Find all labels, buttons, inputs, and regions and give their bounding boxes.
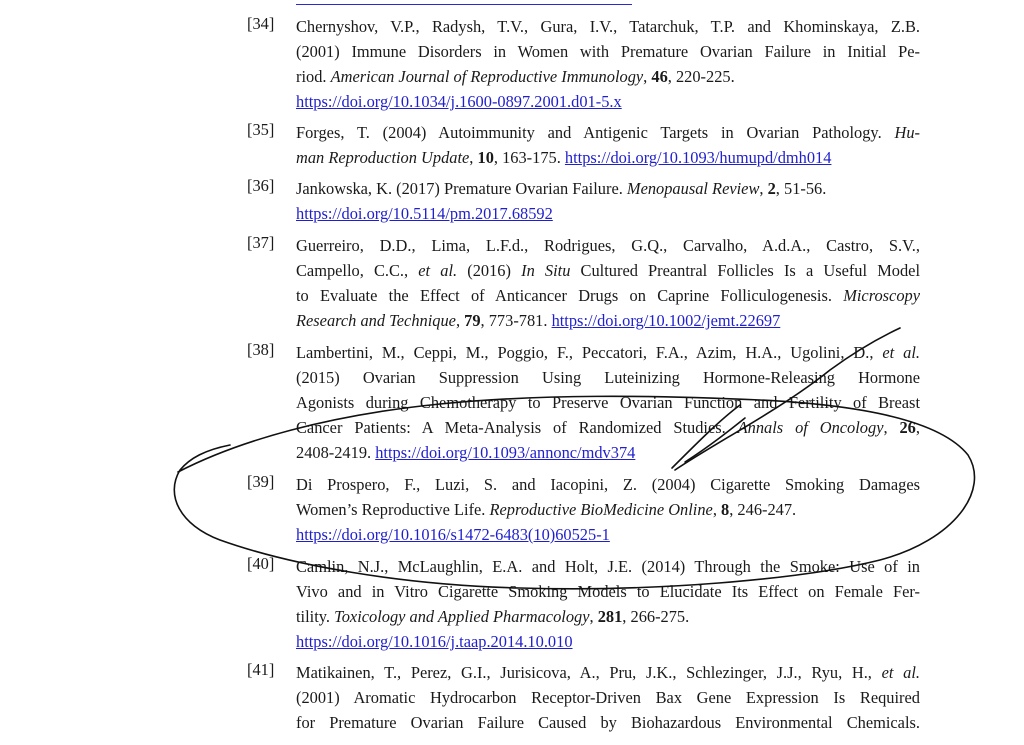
doi-link[interactable]: https://doi.org/10.1093/annonc/mdv374 (375, 443, 636, 462)
reference-number: [40] (247, 554, 275, 573)
italic-text: Menopausal Review (626, 179, 760, 198)
italic-text: Annals of Oncology (737, 418, 884, 437)
reference-number: [38] (247, 340, 275, 359)
citation-text: Matikainen, T., Perez, G.I., Jurisicova, A., Pru, J.K., Schlezinger, J.J., Ryu, H., (296, 663, 882, 682)
citation-text: , (915, 418, 920, 437)
doi-link[interactable]: https://doi.org/10.1016/s1472-6483(10)60525-1 (296, 525, 610, 544)
italic-text: American Journal of Reproductive Immunology (330, 67, 644, 86)
hand-drawn-ellipse (174, 396, 974, 588)
italic-text: et al. (882, 343, 920, 362)
citation-text: , 51-56. (775, 179, 827, 198)
citation-text: , 773-781. (480, 311, 552, 330)
citation-text: Campello, C.C., (296, 261, 419, 280)
hand-drawn-arrow-line-third (685, 418, 745, 462)
citation-text: Camlin, N.J., McLaughlin, E.A. and Holt, J.E. (2014) Through the Smoke: Use of in (296, 557, 920, 576)
italic-text: Toxicology and Applied Pharmacology (334, 607, 590, 626)
citation-text: Vivo and in Vitro Cigarette Smoking Models to Elucidate Its Effect on Female Fer- (296, 582, 920, 601)
citation-text: , (589, 607, 598, 626)
italic-text: In Situ (521, 261, 571, 280)
volume-number: 8 (721, 500, 730, 519)
citation-text: Di Prospero, F., Luzi, S. and Iacopini, Z. (2004) Cigarette Smoking Damages (296, 475, 920, 494)
citation-text: riod. (296, 67, 331, 86)
doi-link[interactable]: https://doi.org/10.5114/pm.2017.68592 (296, 204, 553, 223)
citation-text: Cancer Patients: A Meta-Analysis of Randomized Studies. (296, 418, 738, 437)
citation-text: for Premature Ovarian Failure Caused by Biohazardous Environmental Chemicals. (296, 713, 920, 732)
italic-text: et al. (881, 663, 920, 682)
citation-text: , (712, 500, 722, 519)
citation-text: , 246-247. (729, 500, 797, 519)
volume-number: 10 (477, 148, 494, 167)
italic-text: Microscopy (843, 286, 920, 305)
reference-number: [35] (247, 120, 275, 139)
citation-text: tility. (296, 607, 335, 626)
citation-text: Women’s Reproductive Life. (296, 500, 490, 519)
citation-text: , 266-275. (622, 607, 690, 626)
citation-text: 2408-2419. (296, 443, 376, 462)
italic-text: Reproductive BioMedicine Online (489, 500, 713, 519)
volume-number: 79 (464, 311, 481, 330)
reference-number: [36] (247, 176, 275, 195)
citation-text: Guerreiro, D.D., Lima, L.F.d., Rodrigues, G.Q., Carvalho, A.d.A., Castro, S.V., (296, 236, 920, 255)
italic-text: man Reproduction Update (296, 148, 470, 167)
citation-text: Forges, T. (2004) Autoimmunity and Antigenic Targets in Ovarian Pathology. (296, 123, 895, 142)
italic-text: et al. (418, 261, 458, 280)
citation-text: , 220-225. (667, 67, 735, 86)
citation-text: , (469, 148, 478, 167)
citation-text: (2001) Aromatic Hydrocarbon Receptor-Driven Bax Gene Expression Is Required (296, 688, 920, 707)
hand-drawn-arrow-line (675, 328, 900, 470)
citation-text: , 163-175. (493, 148, 565, 167)
reference-number: [37] (247, 233, 275, 252)
citation-text: , (455, 311, 465, 330)
italic-text: Hu- (894, 123, 920, 142)
doi-link[interactable]: https://doi.org/10.1016/j.taap.2014.10.010 (296, 632, 573, 651)
doi-link[interactable]: https://doi.org/10.1093/humupd/dmh014 (564, 148, 832, 167)
doi-link[interactable]: https://doi.org/10.1034/j.1600-0897.2001.d01-5.x (296, 92, 622, 111)
citation-text: to Evaluate the Effect of Anticancer Drugs on Caprine Folliculogenesis. (296, 286, 844, 305)
citation-text: , (643, 67, 652, 86)
citation-text: , (759, 179, 768, 198)
italic-text: Research and Technique (296, 311, 456, 330)
reference-number: [34] (247, 14, 275, 33)
volume-number: 26 (899, 418, 916, 437)
citation-text: Cultured Preantral Follicles Is a Useful Model (570, 261, 920, 280)
reference-number: [39] (247, 472, 275, 491)
volume-number: 46 (651, 67, 668, 86)
citation-text: Agonists during Chemotherapy to Preserve Ovarian Function and Fertility of Breast (296, 393, 920, 412)
citation-text: Lambertini, M., Ceppi, M., Poggio, F., Peccatori, F.A., Azim, H.A., Ugolini, D., (296, 343, 883, 362)
doi-link[interactable]: https://doi.org/10.1002/jemt.22697 (551, 311, 781, 330)
citation-text: Jankowska, K. (2017) Premature Ovarian Failure. (296, 179, 627, 198)
citation-text: (2015) Ovarian Suppression Using Luteinizing Hormone-Releasing Hormone (296, 368, 920, 387)
citation-text: Chernyshov, V.P., Radysh, T.V., Gura, I.V., Tatarchuk, T.P. and Khominskaya, Z.B. (296, 17, 920, 36)
citation-text: , (883, 418, 900, 437)
volume-number: 281 (597, 607, 623, 626)
reference-number: [41] (247, 660, 275, 679)
citation-text: (2016) (457, 261, 522, 280)
citation-text: (2001) Immune Disorders in Women with Premature Ovarian Failure in Initial Pe- (296, 42, 920, 61)
volume-number: 2 (767, 179, 776, 198)
